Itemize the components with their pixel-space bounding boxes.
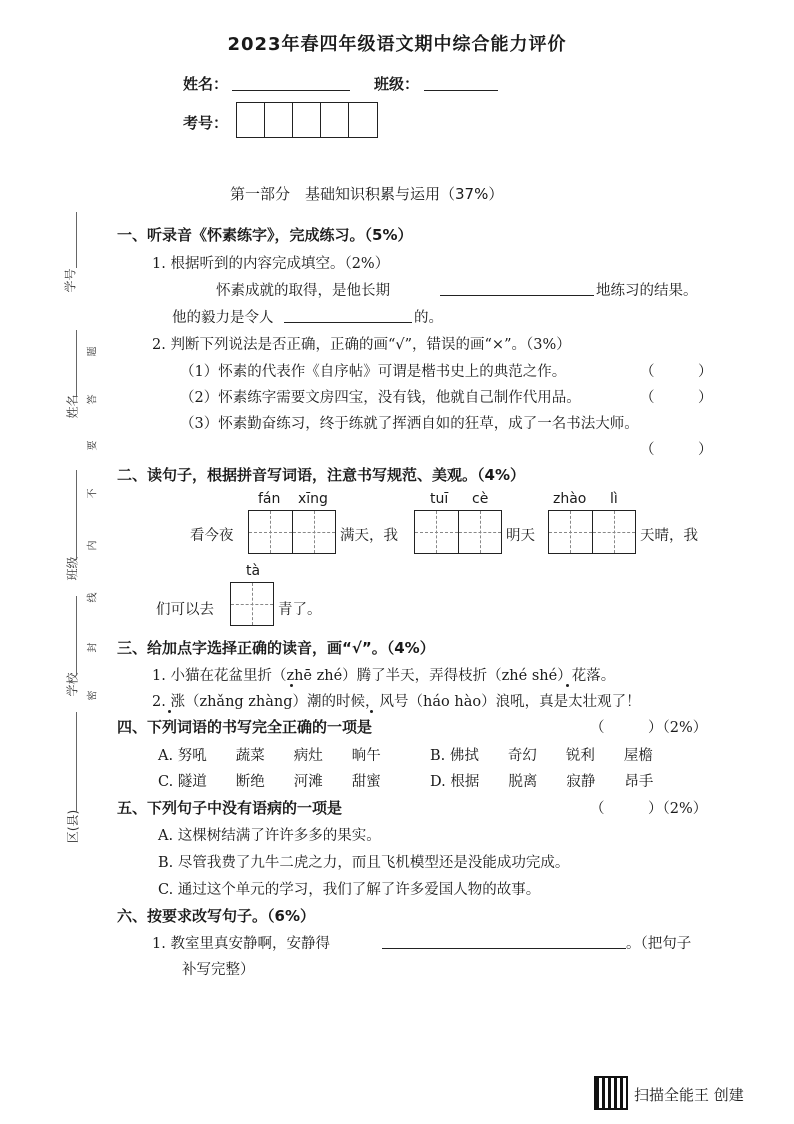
side-warning-mi: 密 — [87, 690, 99, 701]
emphasis-dot — [370, 710, 373, 713]
pinyin-1b: xīng — [298, 491, 328, 507]
side-rule — [76, 330, 77, 396]
exam-no-boxes[interactable] — [236, 102, 378, 138]
s4-option-d[interactable]: D. 根据 脱离 寂静 昂手 — [430, 774, 654, 790]
s4-answer[interactable]: （ ）（2%） — [590, 720, 708, 736]
pinyin-4: tà — [246, 563, 261, 579]
side-label-quxian: 区(县) — [66, 809, 81, 844]
section-6-title: 六、按要求改写句子。（6%） — [117, 907, 315, 925]
s2-text-6: 青了。 — [278, 602, 322, 618]
s5-option-c[interactable]: C. 通过这个单元的学习，我们了解了许多爱国人物的故事。 — [158, 882, 541, 898]
emphasis-dot — [290, 684, 293, 687]
side-label-xuehao: 学号 — [63, 268, 78, 293]
s1-q1: 1. 根据听到的内容完成填空。（2%） — [152, 256, 390, 272]
s4-option-b[interactable]: B. 佛拭 奇幻 锐利 屋檐 — [430, 748, 653, 764]
class-field[interactable] — [424, 70, 498, 91]
emphasis-dot — [168, 710, 171, 713]
s6-q1-text-a: 1. 教室里真安静啊，安静得 — [152, 936, 330, 952]
pinyin-3b: lì — [610, 491, 618, 507]
writing-grid-4[interactable] — [230, 582, 274, 626]
name-label: 姓名： — [183, 75, 229, 93]
exam-no-label: 考号： — [183, 114, 229, 132]
section-5-title: 五、下列句子中没有语病的一项是 — [117, 799, 343, 817]
side-label-banji: 班级 — [65, 556, 80, 581]
s1-q1-text-a: 怀素成就的取得，是他长期 — [216, 283, 390, 299]
pinyin-2b: cè — [472, 491, 489, 507]
scanner-watermark: 扫描全能王 创建 — [634, 1086, 744, 1104]
side-warning-yao: 要 — [87, 440, 99, 451]
s2-text-4: 天晴，我 — [640, 528, 698, 544]
s1-judge-2-answer[interactable]: （ ） — [640, 390, 713, 406]
s2-text-2: 满天，我 — [340, 528, 398, 544]
s1-judge-3: （3）怀素勤奋练习，终于练就了挥洒自如的狂草，成了一名书法大师。 — [180, 416, 639, 432]
name-field[interactable] — [232, 70, 350, 91]
side-warning-ti: 题 — [87, 346, 99, 357]
page-title: 2023年春四年级语文期中综合能力评价 — [227, 34, 567, 55]
side-rule — [76, 596, 77, 674]
side-label-xuexiao: 学校 — [65, 672, 80, 697]
s2-text-3: 明天 — [506, 528, 535, 544]
section-3-title: 三、给加点字选择正确的读音，画“√”。（4%） — [117, 639, 435, 657]
side-rule — [76, 470, 77, 560]
s3-line-1: 1. 小猫在花盆里折（zhē zhé）腾了半天，弄得枝折（zhé shé）花落。 — [152, 668, 616, 684]
writing-grid-2[interactable] — [414, 510, 502, 554]
s5-option-b[interactable]: B. 尽管我费了九牛二虎之力，而且飞机模型还是没能成功完成。 — [158, 855, 570, 871]
side-rule — [76, 212, 77, 268]
s4-option-c[interactable]: C. 隧道 断绝 河滩 甜蜜 — [158, 774, 381, 790]
side-warning-da: 答 — [87, 394, 99, 405]
s1-q1-text-b: 地练习的结果。 — [596, 283, 698, 299]
pinyin-2a: tuī — [430, 491, 449, 507]
writing-grid-3[interactable] — [548, 510, 636, 554]
s6-q1-text-c: 补写完整） — [182, 962, 255, 978]
s1-q1-blank-1[interactable] — [440, 279, 594, 296]
side-warning-feng: 封 — [87, 642, 99, 653]
s4-option-a[interactable]: A. 努吼 蔬菜 病灶 晌午 — [158, 748, 381, 764]
s1-q2: 2. 判断下列说法是否正确，正确的画“√”，错误的画“×”。（3%） — [152, 337, 571, 353]
s5-option-a[interactable]: A. 这棵树结满了许许多多的果实。 — [158, 828, 381, 844]
s1-q1-text-d: 的。 — [414, 310, 443, 326]
s1-judge-1-answer[interactable]: （ ） — [640, 364, 713, 380]
section-1-title: 一、听录音《怀素练字》，完成练习。（5%） — [117, 226, 413, 244]
pinyin-3a: zhào — [553, 491, 587, 507]
s1-judge-1: （1）怀素的代表作《自序帖》可谓是楷书史上的典范之作。 — [180, 364, 567, 380]
s1-q1-text-c: 他的毅力是令人 — [172, 310, 274, 326]
side-warning-xian: 线 — [87, 592, 99, 603]
side-rule — [76, 712, 77, 812]
s2-text-1: 看今夜 — [190, 528, 234, 544]
s3-line-2: 2. 涨（zhǎng zhàng）潮的时候，风号（háo hào）浪吼，真是太壮观了！ — [152, 694, 641, 710]
side-label-xingming: 姓名 — [65, 394, 80, 419]
s1-judge-3-answer[interactable]: （ ） — [640, 442, 713, 458]
section-2-title: 二、读句子，根据拼音写词语，注意书写规范、美观。（4%） — [117, 466, 525, 484]
class-label: 班级： — [374, 75, 420, 93]
writing-grid-1[interactable] — [248, 510, 336, 554]
side-warning-nei: 内 — [87, 540, 99, 551]
s6-q1-blank[interactable] — [382, 932, 626, 949]
pinyin-1a: fán — [258, 491, 281, 507]
s1-judge-2: （2）怀素练字需要文房四宝，没有钱，他就自己制作代用品。 — [180, 390, 581, 406]
section-4-title: 四、下列词语的书写完全正确的一项是 — [117, 718, 373, 736]
s5-answer[interactable]: （ ）（2%） — [590, 801, 708, 817]
s6-q1-text-b: 。（把句子 — [626, 936, 692, 952]
emphasis-dot — [566, 684, 569, 687]
s2-text-5: 们可以去 — [156, 602, 214, 618]
side-warning-bu: 不 — [87, 488, 99, 499]
qr-code-icon — [594, 1076, 628, 1110]
part-heading: 第一部分 基础知识积累与运用（37%） — [230, 185, 504, 203]
s1-q1-blank-2[interactable] — [284, 306, 412, 323]
